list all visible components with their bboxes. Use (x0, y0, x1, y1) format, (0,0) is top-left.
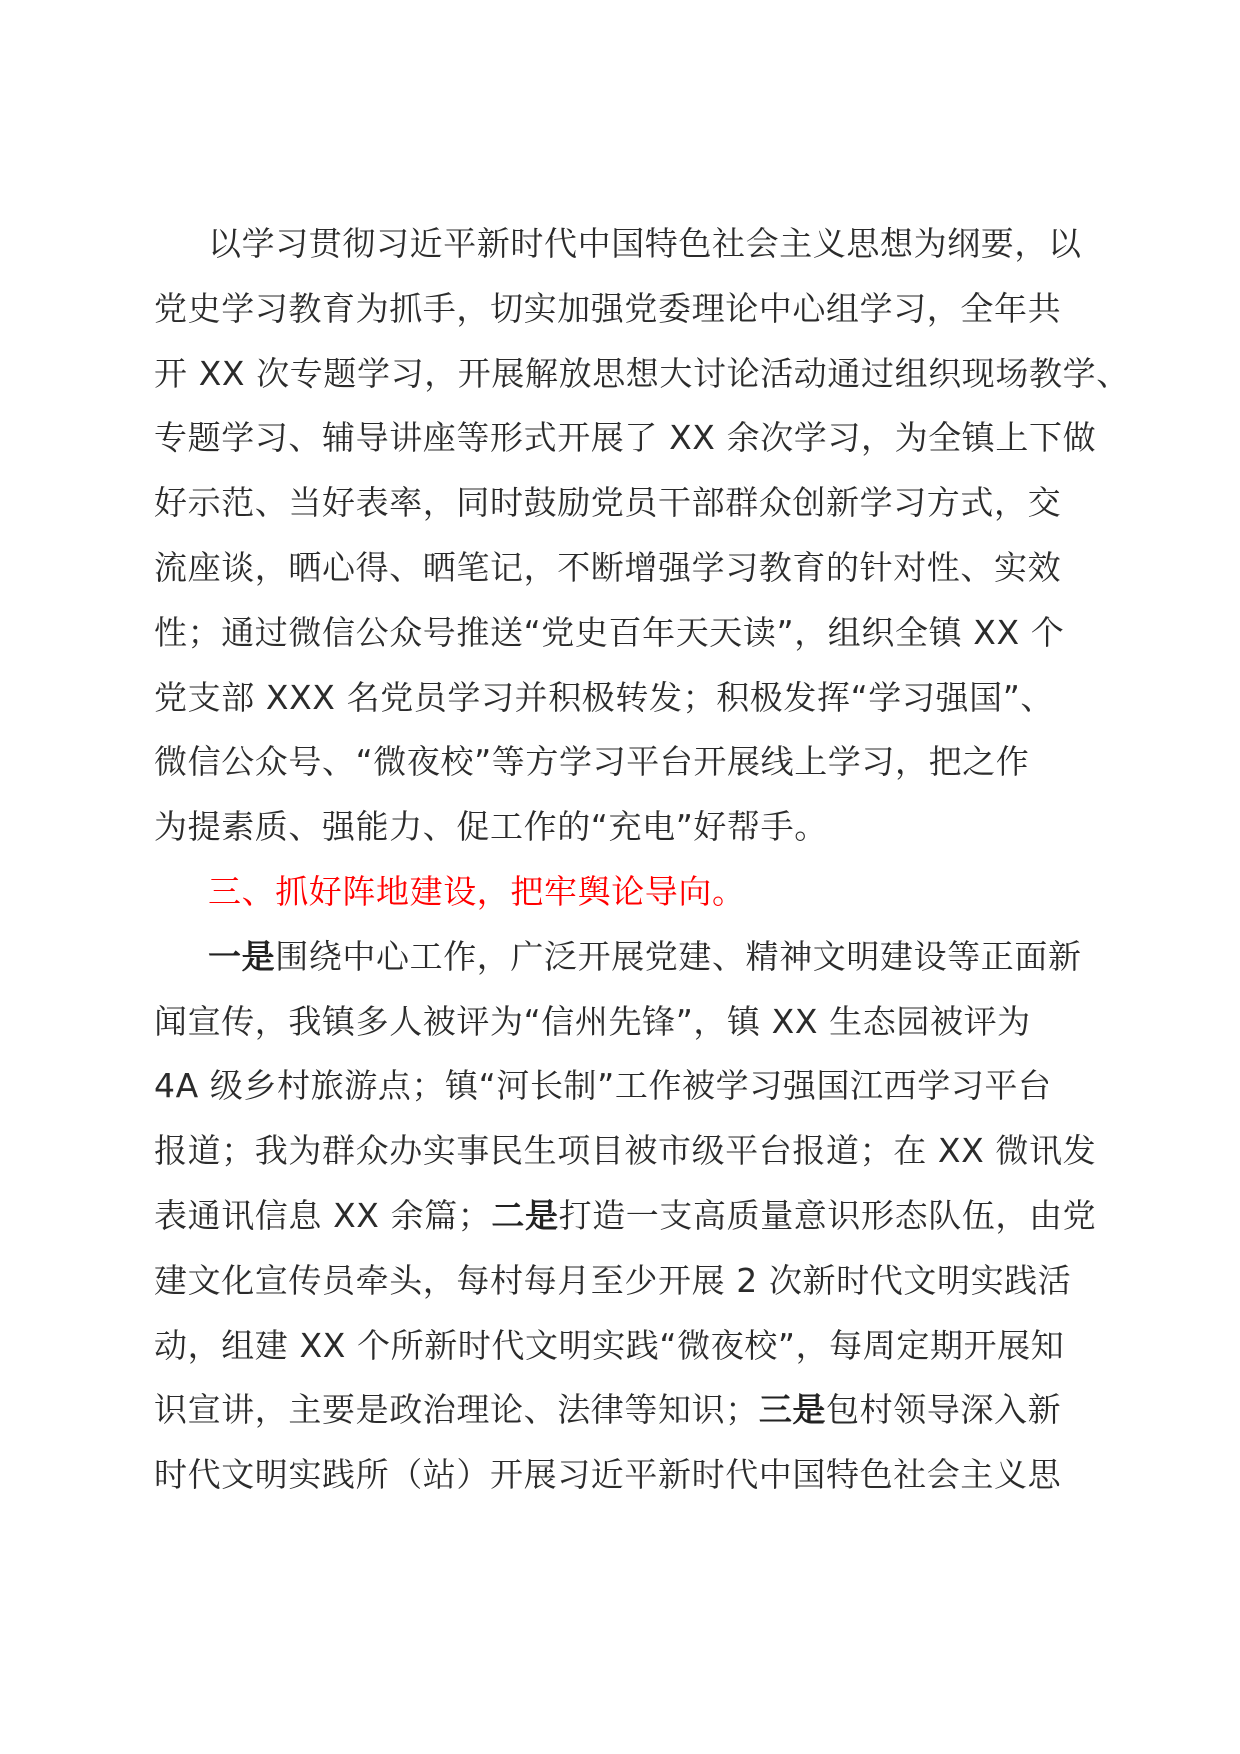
text-line: 性；通过微信公众号推送“党史百年天天读”，组织全镇 XX 个 (154, 612, 1065, 652)
text-line: 开 XX 次专题学习，开展解放思想大讨论活动通过组织现场教学、 (154, 353, 1130, 393)
text-segment: 包村领导深入新 (826, 1390, 1062, 1430)
document-body (154, 212, 1130, 1508)
bold-marker: 三是 (758, 1390, 827, 1430)
text-line: 党支部 XXX 名党员学习并积极转发；积极发挥“学习强国”、 (154, 677, 1054, 717)
text-line: 时代文明实践所（站）开展习近平新时代中国特色社会主义思 (154, 1455, 1062, 1495)
text-segment: 围绕中心工作，广泛开展党建、精神文明建设等正面新 (275, 936, 1082, 976)
text-line (154, 1378, 1094, 1443)
text-segment: 打造一支高质量意识形态队伍，由党 (558, 1195, 1097, 1235)
text-segment: 识宣讲，主要是政治理论、法律等知识； (154, 1390, 759, 1430)
text-line: 为提素质、强能力、促工作的“充电”好帮手。 (154, 807, 828, 847)
bold-marker: 二是 (491, 1195, 559, 1235)
text-line: 闻宣传，我镇多人被评为“信州先锋”，镇 XX 生态园被评为 (154, 1001, 1031, 1041)
text-line: 动，组建 XX 个所新时代文明实践“微夜校”，每周定期开展知 (154, 1325, 1065, 1365)
text-line: 建文化宣传员牵头，每村每月至少开展 2 次新时代文明实践活 (154, 1260, 1072, 1300)
text-line: 4A 级乡村旅游点；镇“河长制”工作被学习强国江西学习平台 (154, 1066, 1052, 1106)
text-line: 党史学习教育为抓手，切实加强党委理论中心组学习，全年共 (154, 288, 1062, 328)
text-line: 报道；我为群众办实事民生项目被市级平台报道；在 XX 微讯发 (154, 1131, 1097, 1171)
section-heading: 三、抓好阵地建设，把牢舆论导向。 (208, 871, 746, 911)
text-line: 专题学习、辅导讲座等形式开展了 XX 余次学习，为全镇上下做 (154, 418, 1097, 458)
text-line: 好示范、当好表率，同时鼓励党员干部群众创新学习方式，交 (154, 483, 1062, 523)
text-line (154, 1184, 1097, 1249)
text-line: 以学习贯彻习近平新时代中国特色社会主义思想为纲要，以 (208, 224, 1082, 263)
text-segment: 表通讯信息 XX 余篇； (154, 1195, 492, 1235)
paragraph-study (154, 212, 1130, 860)
bold-marker: 一是 (208, 936, 276, 976)
paragraph-publicity (154, 925, 1097, 1508)
text-line (154, 925, 1094, 990)
text-line: 微信公众号、“微夜校”等方学习平台开展线上学习，把之作 (154, 742, 1030, 782)
text-line: 流座谈，晒心得、晒笔记，不断增强学习教育的针对性、实效 (154, 547, 1062, 587)
